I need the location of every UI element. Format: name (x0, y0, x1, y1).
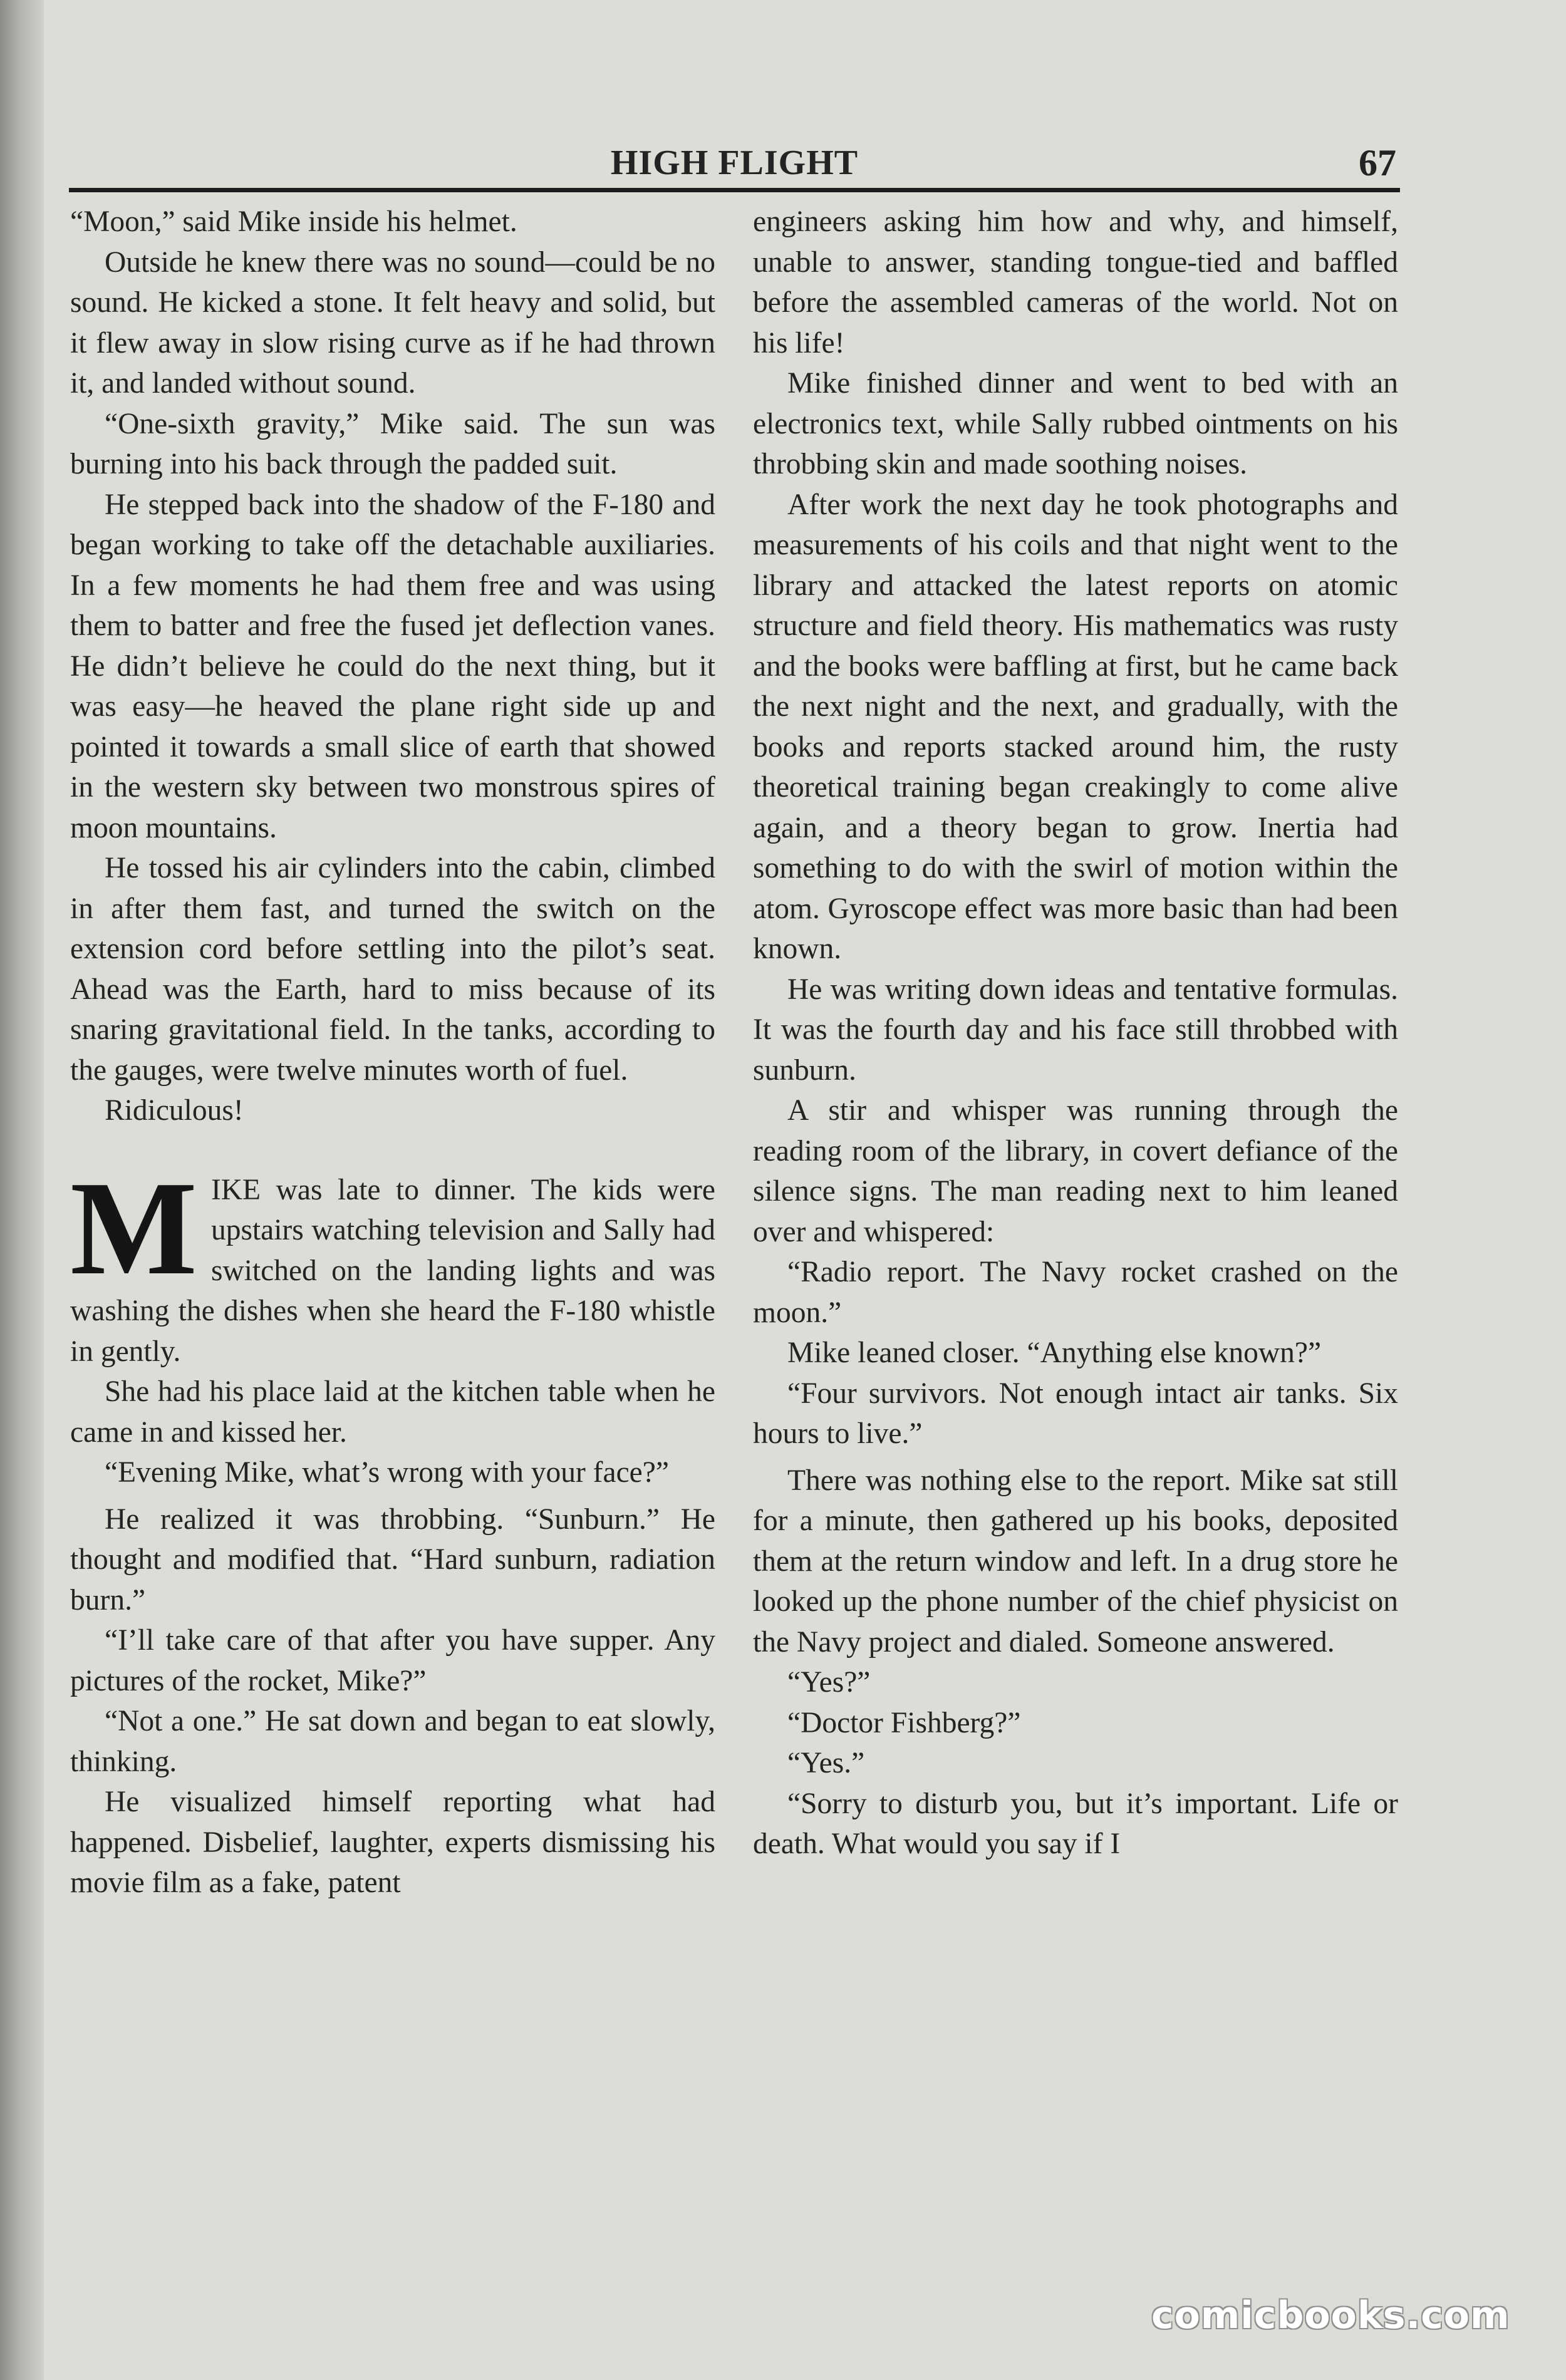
running-title: HIGH FLIGHT (610, 143, 859, 182)
book-spine-shadow (0, 0, 44, 2380)
paragraph: After work the next day he took photographs and measurements of his coils and that night went to the library and attacked the latest reports on atomic structure and field theory. His mathematics was rusty and the books were baffling at first, but he came back the next night and the next, and gradually, with the books and reports stacked around him, the rusty theoretical training began creakingly to come alive again, and a theory began to grow. Inertia had something to do with the swirl of motion within the atom. Gyroscope effect was more basic than had been known. (753, 488, 1398, 965)
drop-cap: M (70, 1152, 197, 1303)
paragraph: “I’ll take care of that after you have supper. Any pictures of the rocket, Mike?” (70, 1624, 715, 1697)
page-header (69, 139, 1400, 187)
paragraph: Mike finished dinner and went to bed with an electronics text, while Sally rubbed ointments on his throbbing skin and made soothing noises. (753, 367, 1398, 480)
right-column (753, 202, 1398, 1865)
paragraph: “Doctor Fishberg?” (787, 1706, 1021, 1739)
paragraph: Ridiculous! (105, 1094, 244, 1127)
section-opening-text: IKE was late to dinner. The kids were upstairs watching television and Sally had switched on the landing lights and was washing the dishes when she heard the F-180 whistle in gently. (70, 1173, 715, 1368)
paragraph: “Moon,” said Mike inside his helmet. (70, 205, 517, 238)
paragraph: “Yes.” (787, 1747, 865, 1779)
paragraph: He tossed his air cylinders into the cabin, climbed in after them fast, and turned the switch on the extension cord before settling into the pilot’s seat. Ahead was the Earth, hard to miss because of its snaring gravitational field. In the tanks, according to the gauges, were twelve minutes worth of fuel. (70, 852, 715, 1087)
paragraph: “Yes?” (787, 1666, 871, 1699)
paragraph: “Four survivors. Not enough intact air tanks. Six hours to live.” (753, 1377, 1398, 1450)
paragraph: Mike leaned closer. “Anything else known?” (787, 1337, 1322, 1369)
paragraph: “Evening Mike, what’s wrong with your face?” (105, 1456, 669, 1489)
paragraph: “Radio report. The Navy rocket crashed on the moon.” (753, 1256, 1398, 1329)
left-column (70, 202, 715, 1903)
paragraph: Outside he knew there was no sound—could be no sound. He kicked a stone. It felt heavy and solid, but it flew away in slow rising curve as if he had thrown it, and landed without sound. (70, 246, 715, 400)
paragraph: “One-sixth gravity,” Mike said. The sun was burning into his back through the padded suit. (70, 407, 715, 480)
paragraph: She had his place laid at the kitchen table when he came in and kissed her. (70, 1375, 715, 1449)
paragraph: A stir and whisper was running through the reading room of the library, in covert defiance of the silence signs. The man reading next to him leaned over and whispered: (753, 1094, 1398, 1248)
paragraph: “Sorry to disturb you, but it’s important. Life or death. What would you say if I (753, 1787, 1398, 1860)
paragraph: There was nothing else to the report. Mike sat still for a minute, then gathered up his books, deposited them at the return window and left. In a drug store he looked up the phone number of the chief physicist on the Navy project and dialed. Someone answered. (753, 1464, 1398, 1658)
section-opening-paragraph (70, 1152, 715, 1372)
paragraph: He was writing down ideas and tentative formulas. It was the fourth day and his face still throbbed with sunburn. (753, 973, 1398, 1087)
paragraph: He visualized himself reporting what had happened. Disbelief, laughter, experts dismissing his movie film as a fake, patent (70, 1786, 715, 1899)
header-rule (69, 188, 1400, 192)
page-number: 67 (1359, 142, 1396, 184)
site-watermark: comicbooks.com (1151, 2294, 1510, 2337)
paragraph: engineers asking him how and why, and himself, unable to answer, standing tongue-tied and baffled before the assembled cameras of the world. Not on his life! (753, 205, 1398, 360)
paragraph: “Not a one.” He sat down and began to eat slowly, thinking. (70, 1705, 715, 1778)
paragraph: He realized it was throbbing. “Sunburn.” He thought and modified that. “Hard sunburn, radiation burn.” (70, 1503, 715, 1617)
paragraph: He stepped back into the shadow of the F-180 and began working to take off the detachable auxiliaries. In a few moments he had them free and was using them to batter and free the fused jet deflection vanes. He didn’t believe he could do the next thing, but it was easy—he heaved the plane right side up and pointed it towards a small slice of earth that showed in the western sky between two monstrous spires of moon mountains. (70, 488, 715, 844)
